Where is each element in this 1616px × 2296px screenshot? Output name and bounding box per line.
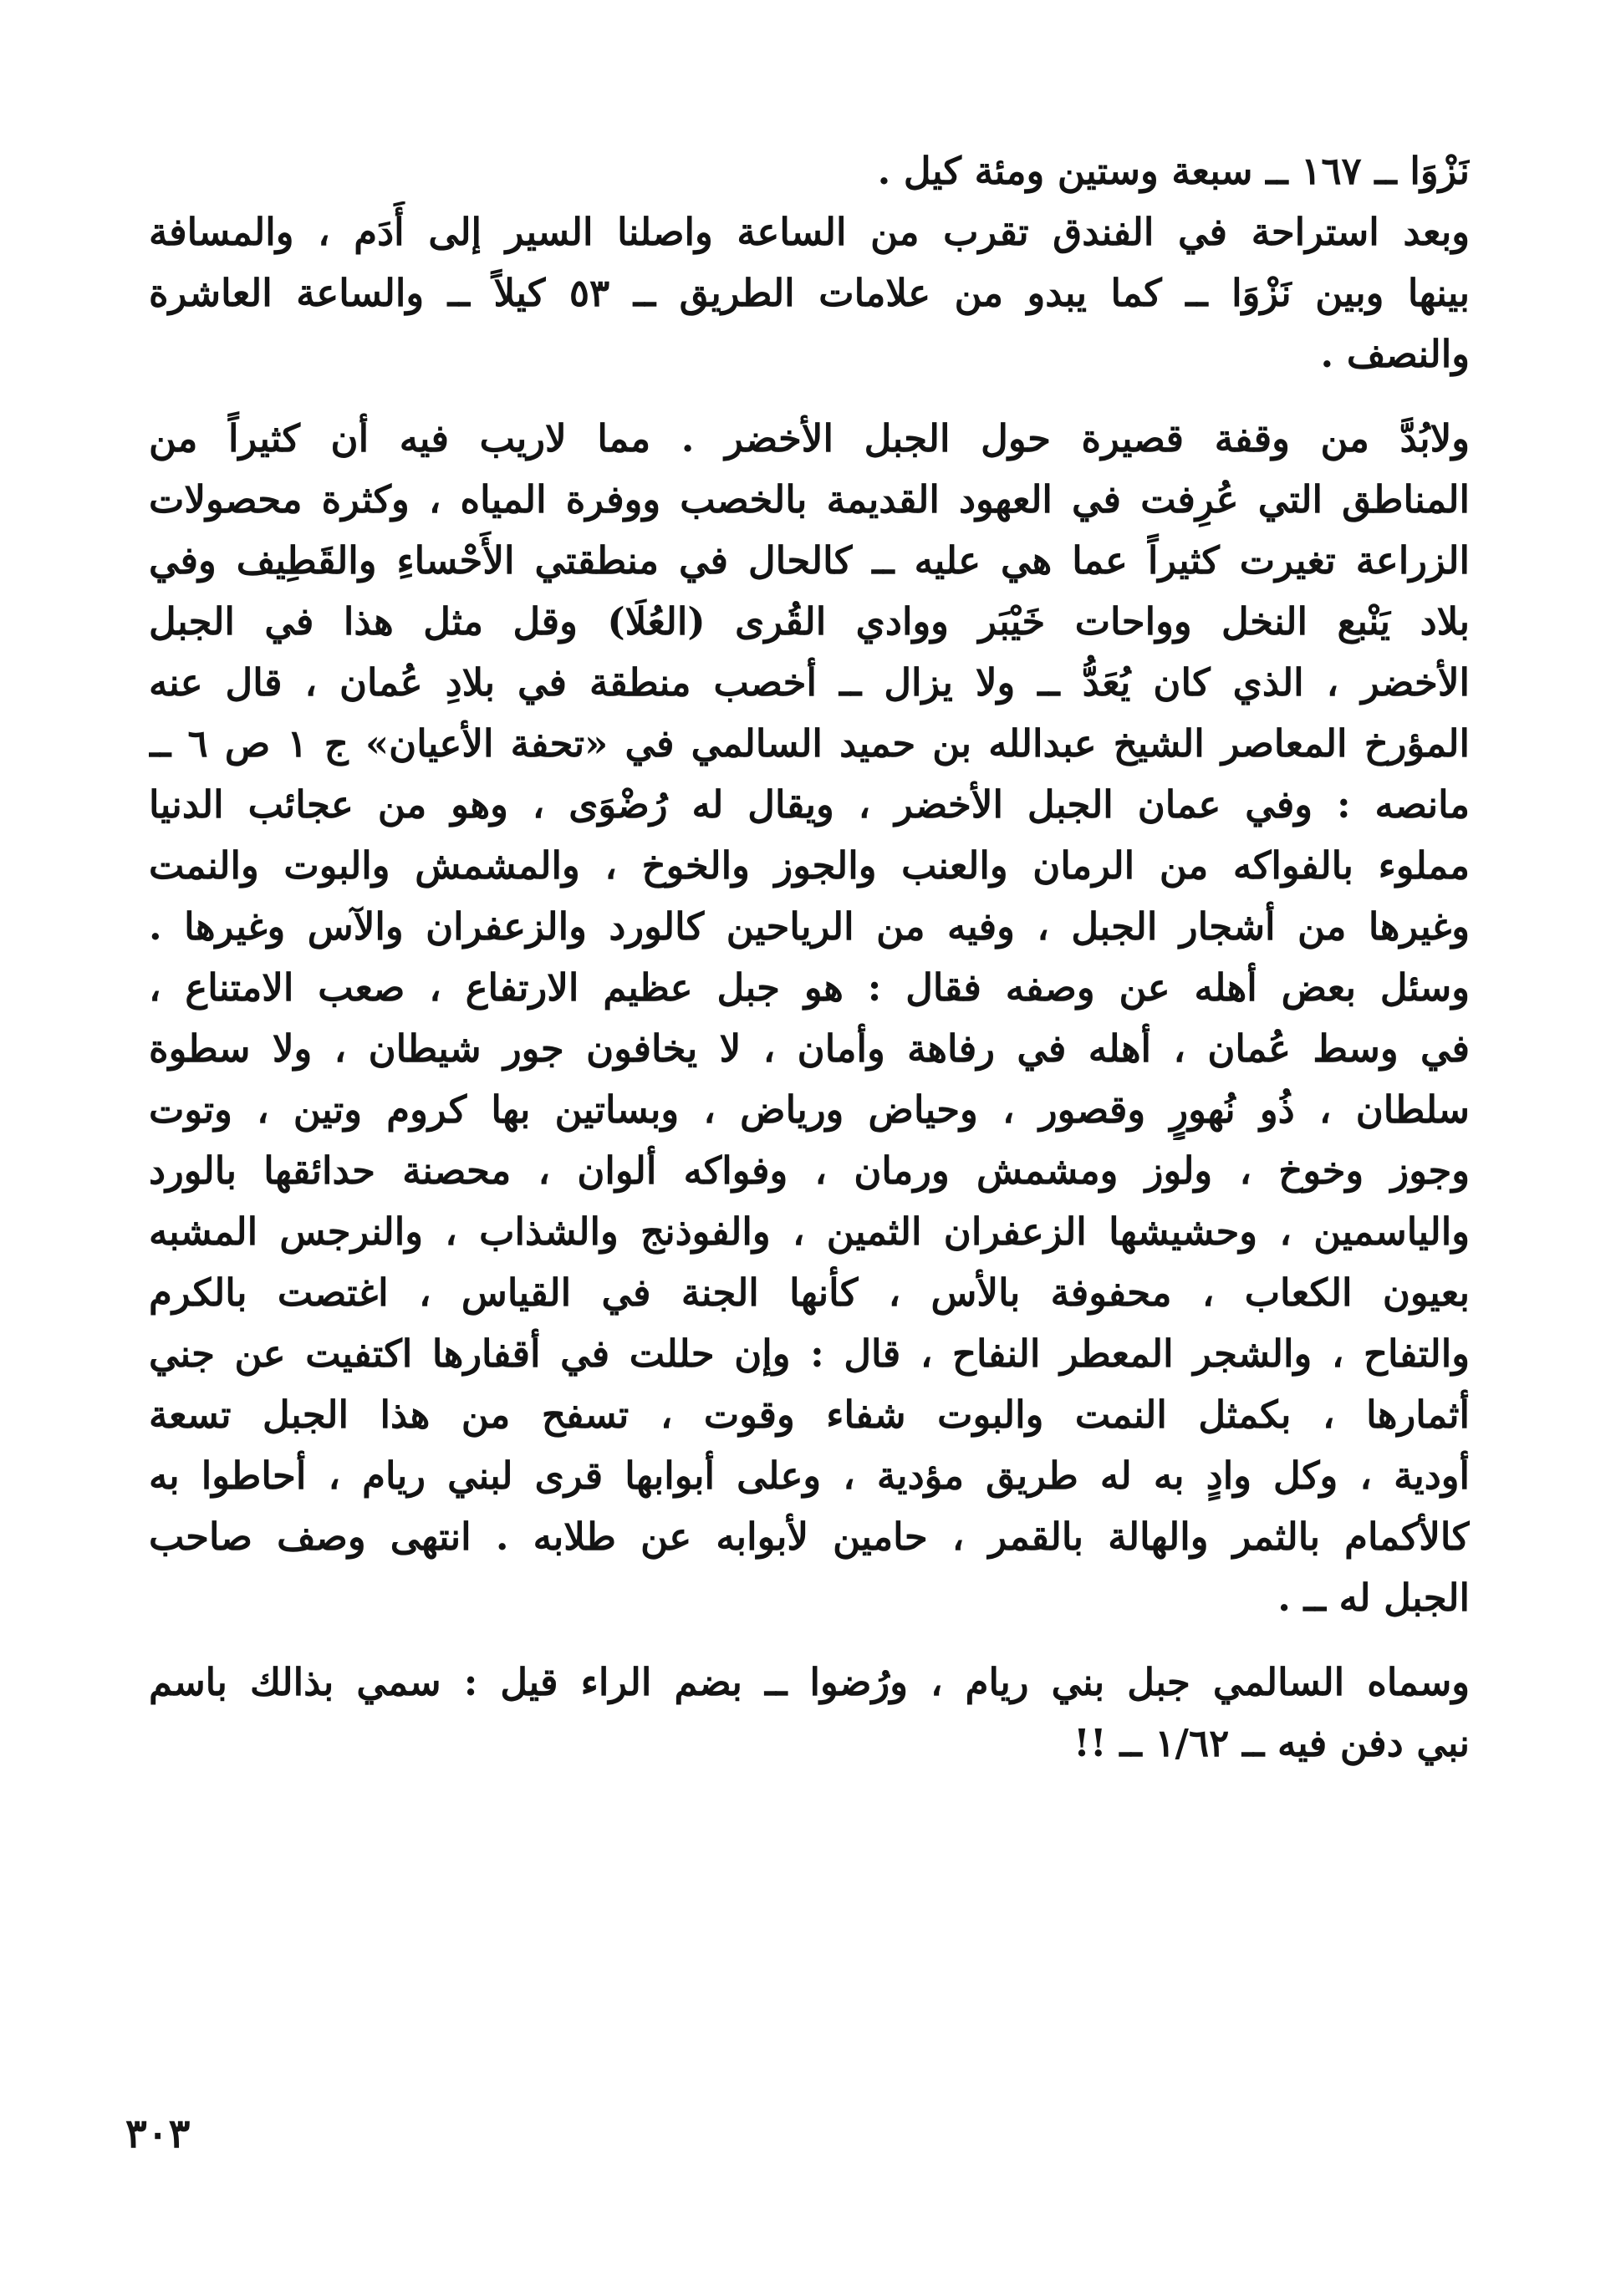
text-line: نبي دفن فيه ــ ١/٦٢ ــ !! [1073, 1721, 1470, 1765]
text-line: أثمارها ، بكمثل النمت والبوت شفاء وقوت ، تسفح من هذا الجبل تسعة [149, 1392, 1470, 1437]
text-line: والتفاح ، والشجر المعطر النفاح ، قال : وإن حللت في أقفارها اكتفيت عن جني [149, 1331, 1470, 1376]
text-line: وبعد استراحة في الفندق تقرب من الساعة واصلنا السير إلى أَدَم ، والمسافة [149, 210, 1470, 254]
paragraph-gap [149, 384, 1470, 408]
text-line: وسماه السالمي جبل بني ريام ، ورُضوا ــ بضم الراء قيل : سمي بذالك باسم [149, 1660, 1470, 1704]
text-line: مملوء بالفواكه من الرمان والعنب والجوز والخوخ ، والمشمش والبوت والنمت [149, 843, 1470, 888]
paragraph-gap [149, 1628, 1470, 1652]
text-line: وجوز وخوخ ، ولوز ومشمش ورمان ، وفواكه ألوان ، محصنة حدائقها بالورد [149, 1148, 1470, 1193]
text-line: المناطق التي عُرِفت في العهود القديمة بالخصب ووفرة المياه ، وكثرة محصولات [149, 477, 1470, 522]
text-line: المؤرخ المعاصر الشيخ عبدالله بن حميد السالمي في «تحفة الأعيان» ج ١ ص ٦ ــ [149, 721, 1470, 766]
text-line: في وسط عُمان ، أهله في رفاهة وأمان ، لا يخافون جور شيطان ، ولا سطوة [149, 1026, 1470, 1071]
text-line: والنصف . [1320, 332, 1470, 376]
text-line: مانصه : وفي عمان الجبل الأخضر ، ويقال له رُضْوَى ، وهو من عجائب الدنيا [149, 782, 1470, 827]
text-line: كالأكمام بالثمر والهالة بالقمر ، حامين لأبوابه عن طلابه . انتهى وصف صاحب [149, 1515, 1470, 1559]
text-line: الزراعة تغيرت كثيراً عما هي عليه ــ كالحال في منطقتي الأَحْساءِ والقَطِيف وفي [149, 538, 1470, 583]
text-line: الأخضر ، الذي كان يُعَدُّ ــ ولا يزال ــ أخصب منطقة في بلادِ عُمان ، قال عنه [149, 660, 1470, 705]
text-line: ولابُدَّ من وقفة قصيرة حول الجبل الأخضر . مما لاريب فيه أن كثيراً من [149, 416, 1470, 461]
text-line: نَزْوَا ــ ١٦٧ ــ سبعة وستين ومئة كيل . [877, 149, 1470, 193]
text-line: بلاد يَنْبع النخل وواحات خَيْبَر ووادي القُرى (العُلَا) وقل مثل هذا في الجبل [149, 599, 1470, 644]
text-line: وسئل بعض أهله عن وصفه فقال : هو جبل عظيم الارتفاع ، صعب الامتناع ، [149, 965, 1470, 1010]
text-line: أودية ، وكل وادٍ به له طريق مؤدية ، وعلى أبوابها قرى لبني ريام ، أحاطوا به [149, 1453, 1470, 1498]
page-number: ٣٠٣ [125, 2110, 191, 2157]
text-line: الجبل له ــ . [1277, 1576, 1470, 1620]
text-line: بعيون الكعاب ، محفوفة بالأس ، كأنها الجنة في القياس ، اغتصت بالكرم [149, 1270, 1470, 1315]
text-line: بينها وبين نَزْوَا ــ كما يبدو من علامات الطريق ــ ٥٣ كيلاً ــ والساعة العاشرة [149, 271, 1470, 315]
text-line: وغيرها من أشجار الجبل ، وفيه من الرياحين كالورد والزعفران والآس وغيرها . [149, 904, 1470, 949]
page-body-text [149, 140, 1470, 1774]
text-line: سلطان ، ذُو نُهورٍ وقصور ، وحياض ورياض ، وبساتين بها كروم وتين ، وتوت [149, 1087, 1470, 1132]
text-line: والياسمين ، وحشيشها الزعفران الثمين ، والفوذنج والشذاب ، والنرجس المشبه [149, 1209, 1470, 1254]
